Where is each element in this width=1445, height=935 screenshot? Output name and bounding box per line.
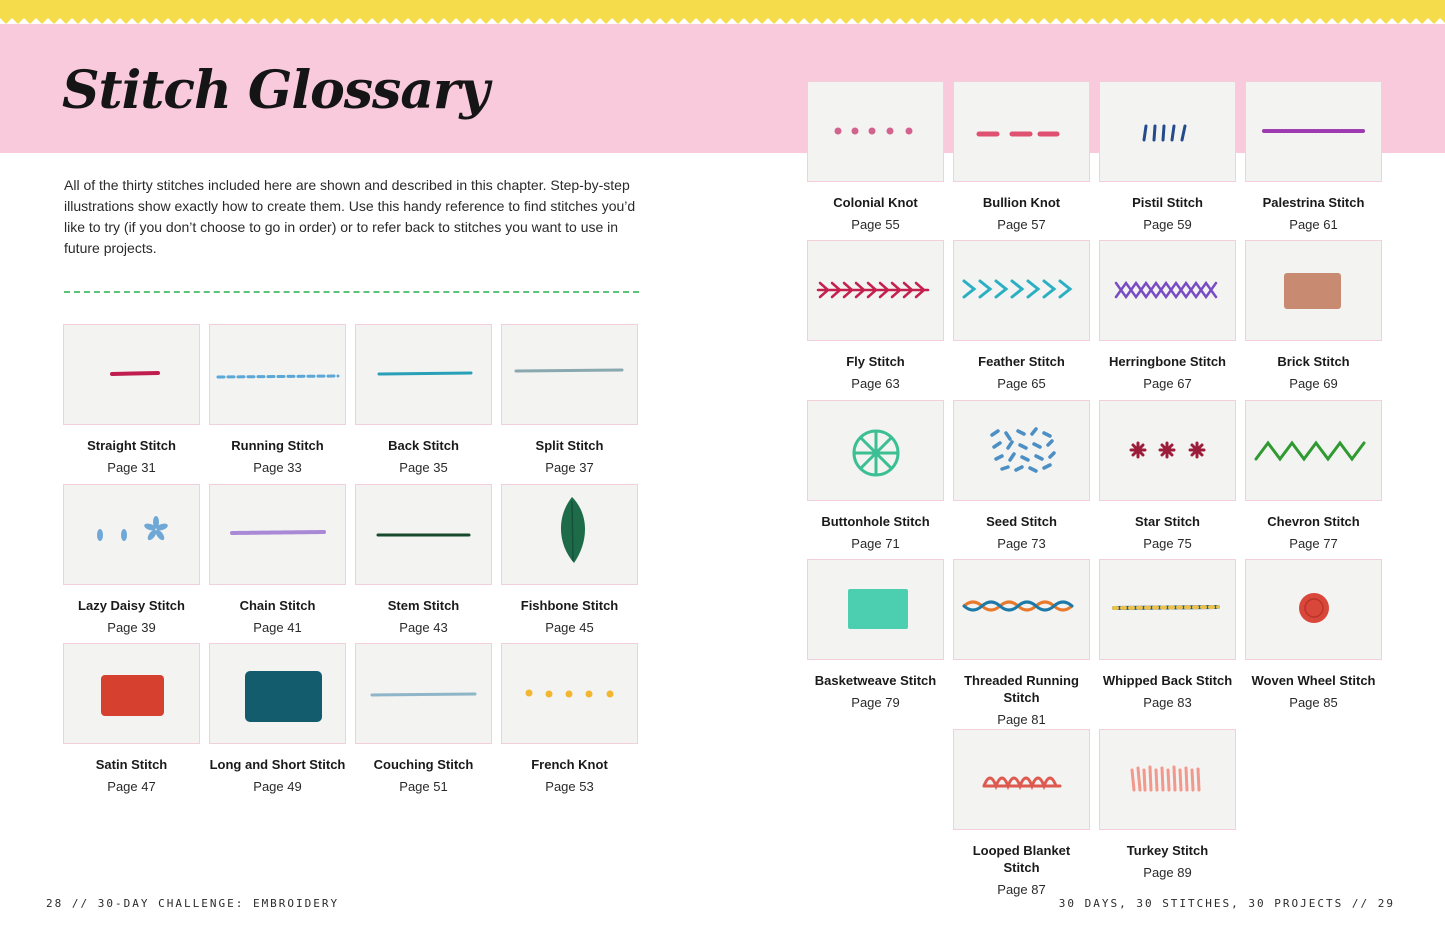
stitch-page: Page 73	[997, 536, 1046, 551]
intro-paragraph: All of the thirty stitches included here are shown and described in this chapter. Step-by-step illustrations show exactly how to create them. Use this handy reference to find stitches you’d like to try (if you don’t choose to go in order) or to refer back to stitches you want to use in future projects.	[64, 177, 636, 256]
stitch-page: Page 71	[851, 536, 900, 551]
folio-right: 30 DAYS, 30 STITCHES, 30 PROJECTS // 29	[1058, 897, 1395, 910]
stitch-name: Fishbone Stitch	[520, 598, 619, 613]
stitch-swatch	[355, 643, 492, 744]
stitch-swatch	[953, 81, 1090, 182]
stitch-name: Brick Stitch	[1277, 354, 1350, 369]
stitch-card	[1099, 400, 1236, 552]
stitch-name: Bullion Knot	[982, 195, 1061, 210]
stitch-page: Page 45	[545, 620, 594, 635]
stitch-page: Page 53	[545, 779, 594, 794]
stitch-name: Star Stitch	[1134, 514, 1200, 529]
stitch-page: Page 33	[253, 460, 302, 475]
stitch-page: Page 85	[1289, 695, 1338, 710]
stitch-card	[1099, 729, 1236, 881]
stitch-card	[63, 484, 200, 636]
stitch-card	[953, 729, 1090, 898]
folio-left: 28 // 30-DAY CHALLENGE: EMBROIDERY	[46, 897, 340, 910]
stitch-swatch	[209, 324, 346, 425]
page-title: Stitch Glossary	[62, 60, 489, 121]
stitch-page: Page 79	[851, 695, 900, 710]
stitch-swatch	[953, 729, 1090, 830]
stitch-card	[501, 484, 638, 636]
stitch-card	[209, 484, 346, 636]
stitch-page: Page 69	[1289, 376, 1338, 391]
stitch-page: Page 89	[1143, 865, 1192, 880]
stitch-card	[501, 324, 638, 476]
stitch-card	[501, 643, 638, 795]
stitch-swatch	[501, 324, 638, 425]
stitch-page: Page 43	[399, 620, 448, 635]
stitch-page: Page 63	[851, 376, 900, 391]
stitch-card	[63, 324, 200, 476]
stitch-page: Page 47	[107, 779, 156, 794]
stitch-page: Page 35	[399, 460, 448, 475]
stitch-page: Page 31	[107, 460, 156, 475]
stitch-card	[1245, 400, 1382, 552]
stitch-name: Buttonhole Stitch	[821, 514, 930, 529]
stitch-name: Straight Stitch	[87, 438, 176, 453]
stitch-swatch	[1099, 81, 1236, 182]
stitch-card	[807, 559, 944, 711]
stitch-page: Page 77	[1289, 536, 1338, 551]
stitch-page: Page 55	[851, 217, 900, 232]
stitch-swatch	[209, 484, 346, 585]
stitch-page: Page 65	[997, 376, 1046, 391]
stitch-name: Running Stitch	[231, 438, 324, 453]
stitch-page: Page 51	[399, 779, 448, 794]
stitch-page: Page 41	[253, 620, 302, 635]
stitch-name: Fly Stitch	[846, 354, 905, 369]
stitch-swatch	[355, 484, 492, 585]
stitch-swatch	[1099, 559, 1236, 660]
stitch-page: Page 59	[1143, 217, 1192, 232]
stitch-name: Threaded Running Stitch	[964, 673, 1079, 705]
stitch-swatch	[501, 484, 638, 585]
stitch-card	[953, 400, 1090, 552]
stitch-swatch	[1245, 240, 1382, 341]
stitch-card	[1099, 81, 1236, 233]
stitch-name: Whipped Back Stitch	[1102, 673, 1233, 688]
stitch-card	[1099, 559, 1236, 711]
stitch-page: Page 81	[997, 712, 1046, 727]
stitch-card	[807, 400, 944, 552]
stitch-swatch	[501, 643, 638, 744]
stitch-name: Seed Stitch	[986, 514, 1057, 529]
stitch-swatch	[953, 400, 1090, 501]
stitch-swatch	[953, 559, 1090, 660]
stitch-name: Turkey Stitch	[1126, 843, 1209, 858]
yellow-zigzag-stripe	[0, 0, 1445, 26]
stitch-name: Woven Wheel Stitch	[1251, 673, 1376, 688]
stitch-card	[63, 643, 200, 795]
stitch-swatch	[355, 324, 492, 425]
stitch-name: Pistil Stitch	[1132, 195, 1203, 210]
stitch-card	[1245, 81, 1382, 233]
stitch-card	[953, 240, 1090, 392]
stitch-card	[807, 81, 944, 233]
stitch-swatch	[63, 324, 200, 425]
stitch-name: Satin Stitch	[95, 757, 168, 772]
stitch-name: Stem Stitch	[387, 598, 460, 613]
stitch-swatch	[209, 643, 346, 744]
stitch-name: Palestrina Stitch	[1262, 195, 1365, 210]
stitch-card	[355, 484, 492, 636]
stitch-page: Page 61	[1289, 217, 1338, 232]
stitch-swatch	[63, 643, 200, 744]
stitch-swatch	[1245, 81, 1382, 182]
stitch-name: Back Stitch	[388, 438, 459, 453]
stitch-name: French Knot	[531, 757, 608, 772]
stitch-card	[1099, 240, 1236, 392]
stitch-name: Chain Stitch	[239, 598, 316, 613]
stitch-name: Herringbone Stitch	[1108, 354, 1226, 369]
stitch-card	[355, 324, 492, 476]
stitch-name: Split Stitch	[535, 438, 604, 453]
stitch-page: Page 75	[1143, 536, 1192, 551]
stitch-swatch	[807, 81, 944, 182]
stitch-swatch	[807, 559, 944, 660]
stitch-name: Basketweave Stitch	[814, 673, 937, 688]
stitch-name: Lazy Daisy Stitch	[78, 598, 185, 613]
stitch-card	[209, 643, 346, 795]
stitch-swatch	[1099, 400, 1236, 501]
stitch-name: Feather Stitch	[978, 354, 1065, 369]
stitch-card	[1245, 559, 1382, 711]
stitch-page: Page 67	[1143, 376, 1192, 391]
stitch-name: Chevron Stitch	[1267, 514, 1360, 529]
stitch-swatch	[953, 240, 1090, 341]
stitch-page: Page 49	[253, 779, 302, 794]
stitch-page: Page 87	[997, 882, 1046, 897]
dashed-divider	[64, 291, 639, 293]
stitch-swatch	[1099, 729, 1236, 830]
stitch-page: Page 37	[545, 460, 594, 475]
stitch-page: Page 83	[1143, 695, 1192, 710]
stitch-card	[1245, 240, 1382, 392]
stitch-swatch	[63, 484, 200, 585]
stitch-card	[355, 643, 492, 795]
stitch-card	[953, 81, 1090, 233]
stitch-swatch	[807, 240, 944, 341]
stitch-swatch	[1245, 400, 1382, 501]
stitch-page: Page 57	[997, 217, 1046, 232]
stitch-name: Colonial Knot	[833, 195, 918, 210]
stitch-name: Long and Short Stitch	[209, 757, 346, 772]
stitch-card	[953, 559, 1090, 728]
stitch-swatch	[807, 400, 944, 501]
stitch-swatch	[1245, 559, 1382, 660]
stitch-page: Page 39	[107, 620, 156, 635]
stitch-name: Looped Blanket Stitch	[972, 843, 1071, 875]
stitch-card	[807, 240, 944, 392]
stitch-swatch	[1099, 240, 1236, 341]
stitch-card	[209, 324, 346, 476]
stitch-name: Couching Stitch	[373, 757, 474, 772]
